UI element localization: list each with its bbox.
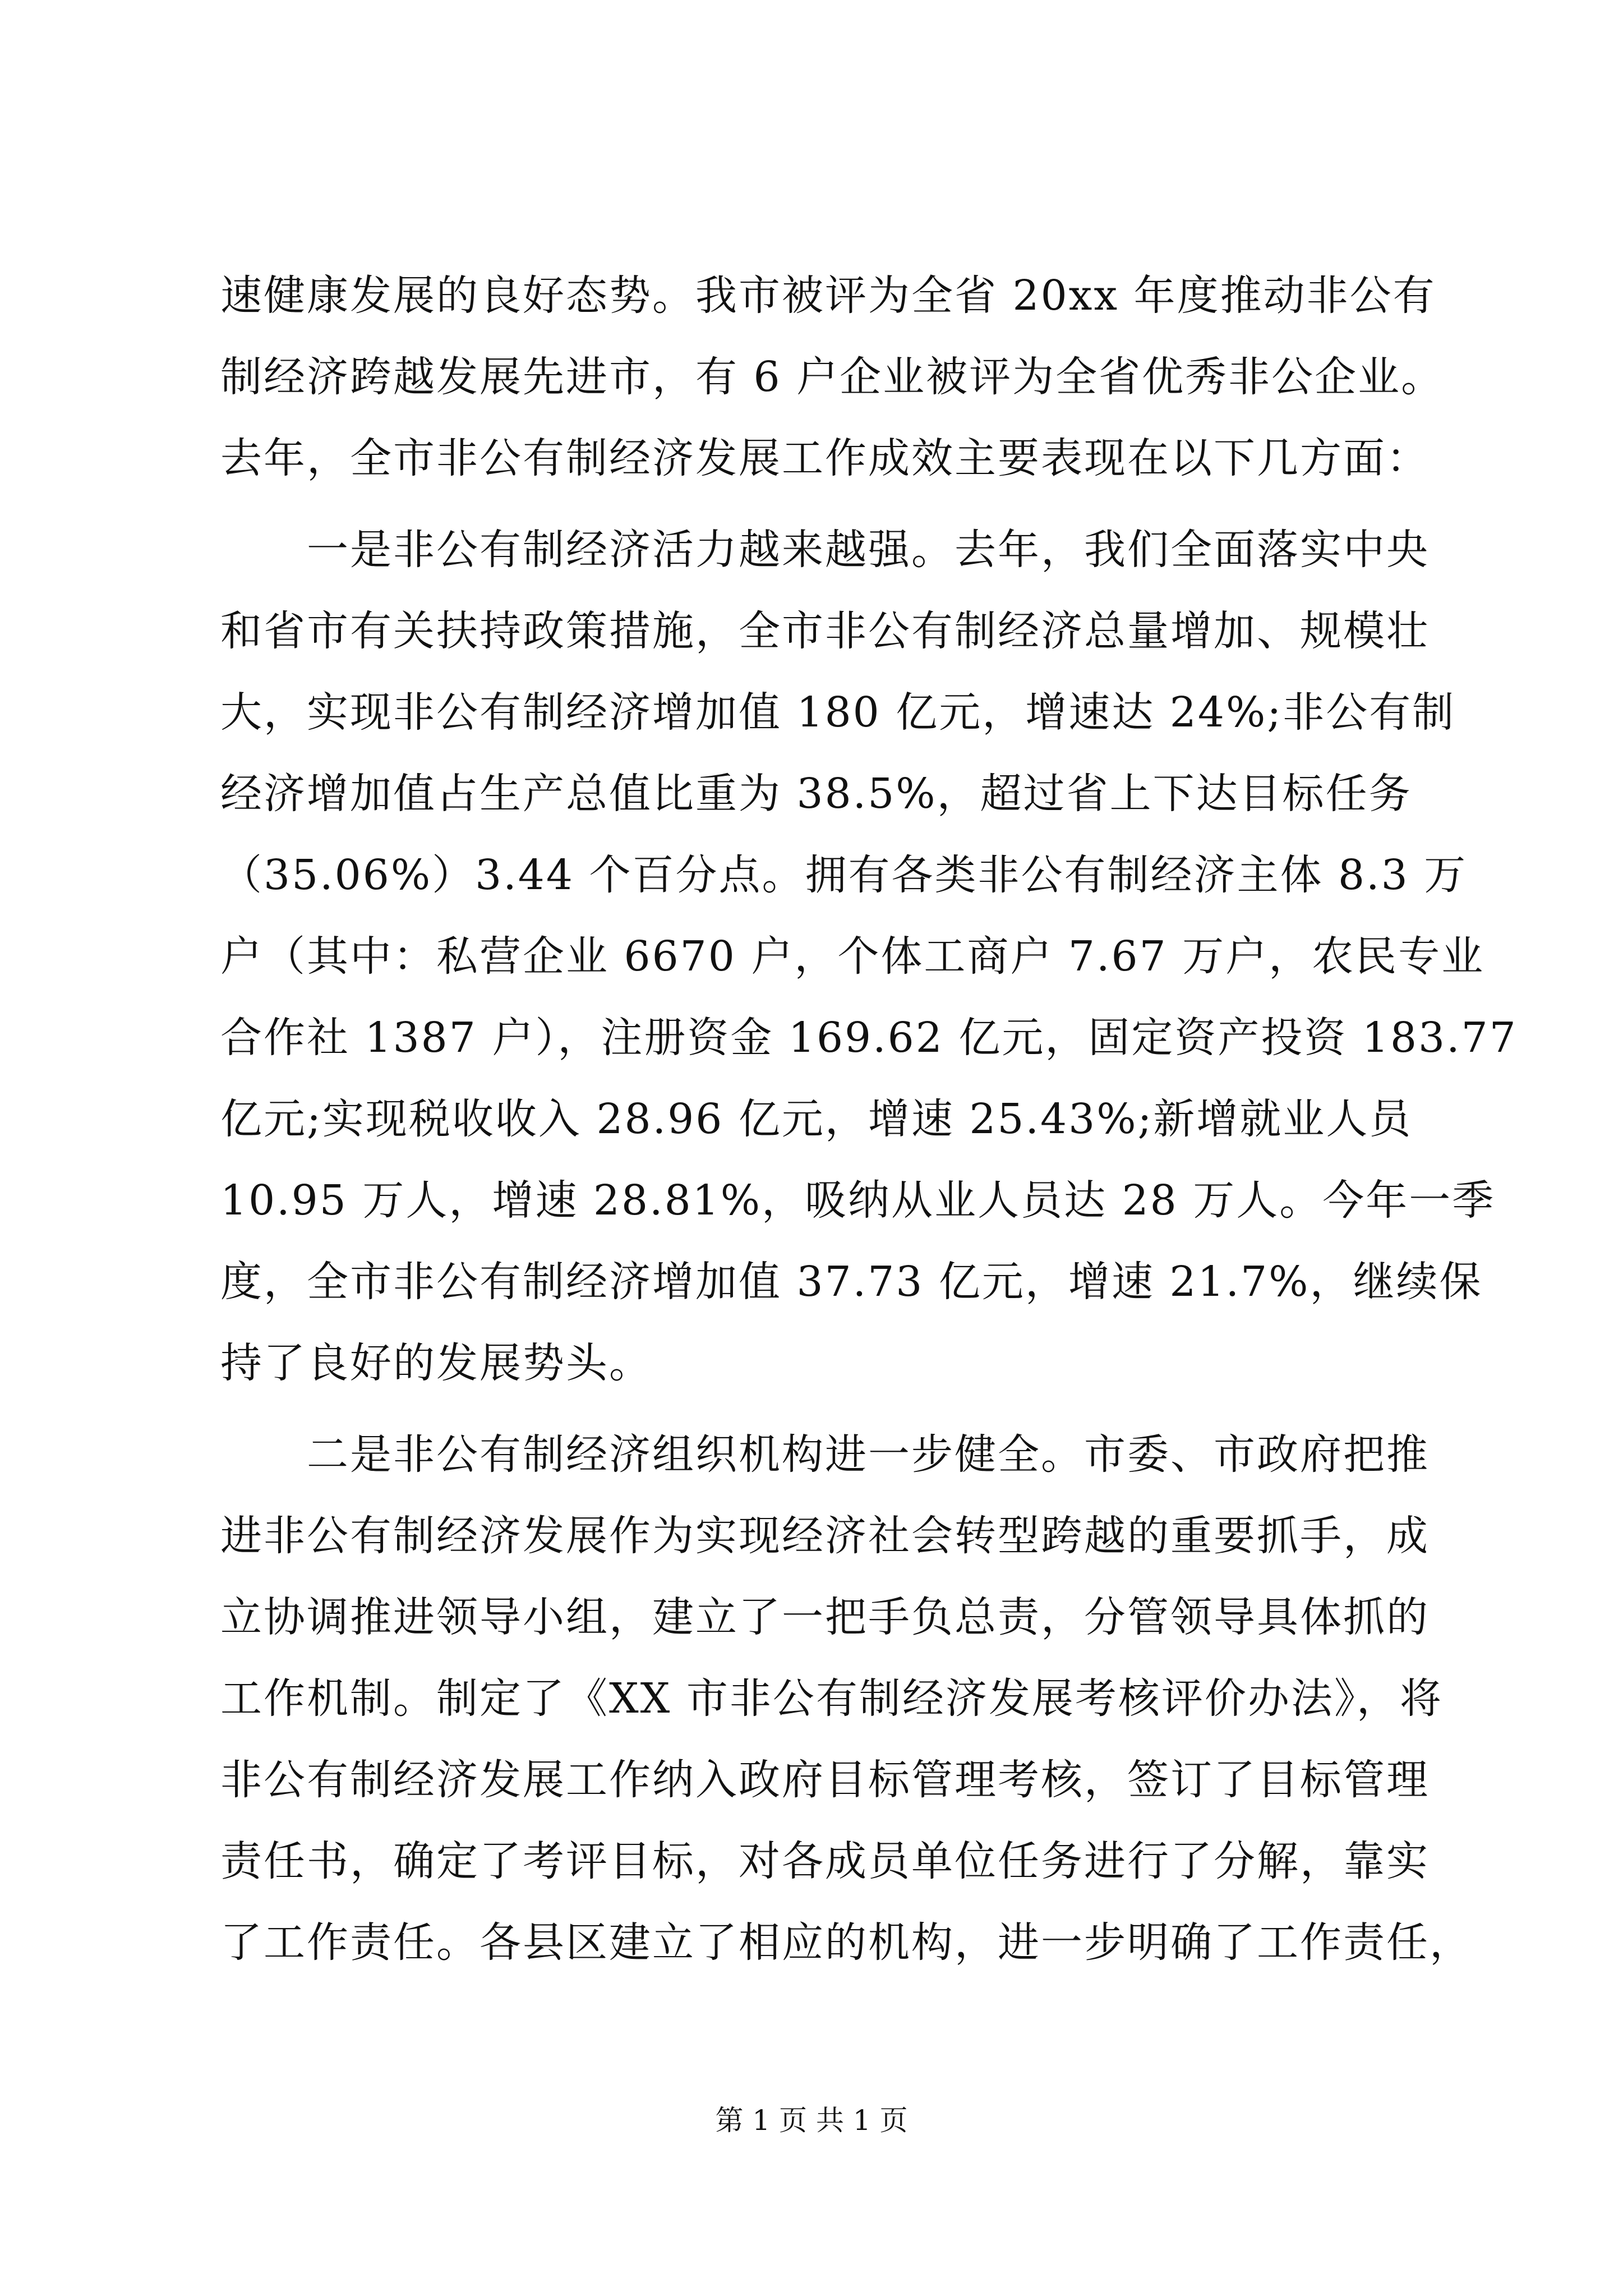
text-line: 二是非公有制经济组织机构进一步健全。市委、市政府把推: [220, 1430, 1430, 1479]
text-line: 速健康发展的良好态势。我市被评为全省 20xx 年度推动非公有: [220, 272, 1436, 320]
text-line: 责任书，确定了考评目标，对各成员单位任务进行了分解，靠实: [220, 1837, 1430, 1885]
text-line: 亿元;实现税收收入 28.96 亿元，增速 25.43%;新增就业人员: [220, 1095, 1413, 1143]
text-line: （35.06%）3.44 个百分点。拥有各类非公有制经济主体 8.3 万: [220, 851, 1468, 899]
text-line: 一是非公有制经济活力越来越强。去年，我们全面落实中央: [220, 526, 1430, 574]
page-footer: [0, 2104, 1623, 2137]
text-line: 非公有制经济发展工作纳入政府目标管理考核，签订了目标管理: [220, 1756, 1430, 1804]
text-line: 去年，全市非公有制经济发展工作成效主要表现在以下几方面：: [220, 434, 1430, 482]
text-line: 制经济跨越发展先进市，有 6 户企业被评为全省优秀非公企业。: [220, 353, 1445, 401]
text-line: 持了良好的发展势头。: [220, 1339, 652, 1387]
text-line: 和省市有关扶持政策措施，全市非公有制经济总量增加、规模壮: [220, 607, 1430, 655]
document-body: [220, 255, 1518, 1994]
text-line: 工作机制。制定了《XX 市非公有制经济发展考核评价办法》，将: [220, 1674, 1443, 1723]
text-line: 经济增加值占生产总值比重为 38.5%，超过省上下达目标任务: [220, 770, 1412, 818]
text-line: 进非公有制经济发展作为实现经济社会转型跨越的重要抓手，成: [220, 1512, 1430, 1560]
text-line: 10.95 万人，增速 28.81%，吸纳从业人员达 28 万人。今年一季: [220, 1176, 1496, 1225]
text-line: 户（其中：私营企业 6670 户，个体工商户 7.67 万户，农民专业: [220, 932, 1485, 981]
text-line: 立协调推进领导小组，建立了一把手负总责，分管领导具体抓的: [220, 1593, 1430, 1641]
paragraph-second-point: [220, 1414, 1473, 1984]
text-line: 大，实现非公有制经济增加值 180 亿元，增速达 24%;非公有制: [220, 688, 1456, 737]
text-line: 度，全市非公有制经济增加值 37.73 亿元，增速 21.7%，继续保: [220, 1258, 1483, 1306]
text-line: 合作社 1387 户），注册资金 169.62 亿元，固定资产投资 183.77: [220, 1014, 1518, 1062]
paragraph-first-point: [220, 509, 1518, 1404]
page-number-label: 第 1 页 共 1 页: [715, 2104, 908, 2137]
text-line: 了工作责任。各县区建立了相应的机构，进一步明确了工作责任，: [220, 1918, 1473, 1967]
paragraph-intro: [220, 255, 1445, 499]
